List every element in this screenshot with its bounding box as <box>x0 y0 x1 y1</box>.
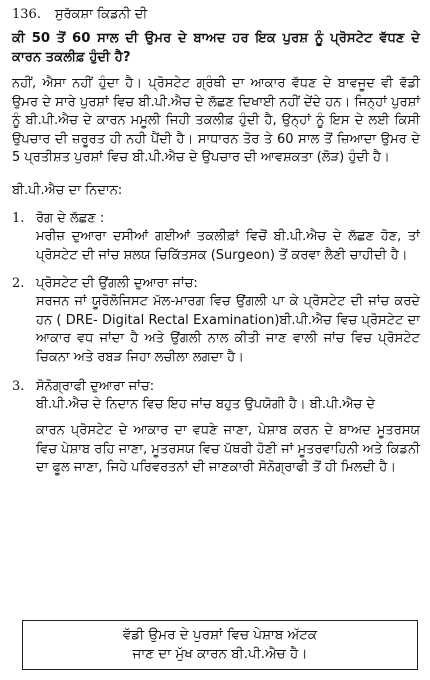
section-body: ਮਰੀਜ਼ ਦੁਆਰਾ ਦਸੀਆਂ ਗਈਆਂ ਤਕਲੀਫ਼ਾਂ ਵਿਚੋਂ ਬੀ.ਪੀ.ਐਚ ਦੇ ਲੱਛਣ ਹੋਣ, ਤਾਂ ਪ੍ਰੋਸਟੇਟ ਦੀ ਜਾਂਚ ਸ਼ਲਯ ਚਿਕਿੱਤਸਕ (Surgeon) ਤੋਂ ਕਰਵਾ ਲੈਣੀ ਚਾਹੀਦੀ ਹੈ। <box>36 228 420 263</box>
section-body-continued: ਕਾਰਨ ਪ੍ਰੋਸਟੇਟ ਦੇ ਆਕਾਰ ਦਾ ਵਧਣੇ ਜਾਣਾ, ਪੇਸ਼ਾਬ ਕਰਨ ਦੇ ਬਾਅਦ ਮੂਤਰਸਯ ਵਿਚ ਪੇਸ਼ਾਬ ਰਹਿ ਜਾਣਾ, ਮੂਤਰਸਯ ਵਿਚ ਪੱਥਰੀ ਹੋਣੀ ਜਾਂ ਮੂਤਰਵਾਹਿਨੀ ਅਤੇ ਕਿਡਨੀ ਦਾ ਫੂਲ ਜਾਣਾ, ਜਿਹੇ ਪਰਿਵਰਤਨਾਂ ਦੀ ਜਾਣਕਾਰੀ ਸੋਨੋਗ੍ਰਾਫੀ ਤੋਂ ਹੀ ਮਿਲਦੀ ਹੈ। <box>36 423 420 476</box>
section-title: ਪ੍ਰੋਸਟੇਟ ਦੀ ਉਂਗਲੀ ਦੁਆਰਾ ਜਾਂਚ: <box>36 276 198 292</box>
diagnosis-heading: ਬੀ.ਪੀ.ਐਚ ਦਾ ਨਿਦਾਨ: <box>12 182 123 198</box>
question-heading: ਕੀ 50 ਤੋਂ 60 ਸਾਲ ਦੀ ਉਮਰ ਦੇ ਬਾਅਦ ਹਰ ਇਕ ਪੁਰਸ਼ ਨੂੰ ਪ੍ਰੋਸਟੇਟ ਵੱਧਣ ਦੇ ਕਾਰਨ ਤਕਲੀਫ਼ ਹੁੰਦੀ ਹੈ? <box>12 31 420 65</box>
section-title: ਰੋਗ ਦੇ ਲੱਛਣ : <box>36 210 105 226</box>
section-body: ਬੀ.ਪੀ.ਐਚ ਦੇ ਨਿਦਾਨ ਵਿਚ ਇਹ ਜਾਂਚ ਬਹੁਤ ਉਪਯੋਗੀ ਹੈ। ਬੀ.ਪੀ.ਐਚ ਦੇ <box>36 396 376 412</box>
section-heading <box>12 210 420 228</box>
highlight-line-2: ਜਾਣ ਦਾ ਮੁੱਖ ਕਾਰਨ ਬੀ.ਪੀ.ਐਚ ਹੈ। <box>132 646 308 662</box>
running-title: ਸੁਰੱਕਸ਼ਾ ਕਿਡਨੀ ਦੀ <box>54 7 148 22</box>
section-dre <box>12 275 420 367</box>
section-number: 2. <box>12 276 25 292</box>
highlight-box <box>22 620 418 670</box>
section-number: 1. <box>12 210 25 226</box>
section-heading <box>12 378 420 396</box>
page-header <box>12 6 420 30</box>
section-body: ਸਰਜਨ ਜਾਂ ਯੂਰੋਲੋਜਿਸਟ ਮੱਲ-ਮਾਰਗ ਵਿਚ ਉਂਗਲੀ ਪਾ ਕੇ ਪ੍ਰੋਸਟੇਟ ਦੀ ਜਾਂਚ ਕਰਦੇ ਹਨ ( DRE- Digital Rectal Examination)ਬੀ.ਪੀ.ਐਚ ਵਿਚ ਪ੍ਰੋਸਟੇਟ ਦਾ ਆਕਾਰ ਵਧ ਜਾਂਦਾ ਹੈ ਅਤੇ ਉਂਗਲੀ ਨਾਲ ਕੀਤੀ ਜਾਣ ਵਾਲੀ ਜਾਂਚ ਵਿਚ ਪ੍ਰੋਸਟੇਟ ਚਿਕਨਾ ਅਤੇ ਰਬੜ ਜਿਹਾ ਲਚੀਲਾ ਲਗਦਾ ਹੈ। <box>36 294 420 365</box>
section-symptoms <box>12 210 420 265</box>
highlight-line-1: ਵੱਡੀ ਉਮਰ ਦੇ ਪੁਰਸ਼ਾਂ ਵਿਚ ਪੇਸ਼ਾਬ ਅੱਟਕ <box>122 627 318 643</box>
section-heading <box>12 275 420 293</box>
section-number: 3. <box>12 378 25 394</box>
section-sonography <box>12 378 420 478</box>
answer-paragraph: ਨਹੀਂ, ਐਸਾ ਨਹੀਂ ਹੁੰਦਾ ਹੈ। ਪ੍ਰੋਸਟੇਟ ਗ੍ਰੰਥੀ ਦਾ ਆਕਾਰ ਵੱਧਣ ਦੇ ਬਾਵਜੂਦ ਵੀ ਵੱਡੀ ਉਮਰ ਦੇ ਸਾਰੇ ਪੁਰਸ਼ਾਂ ਵਿਚ ਬੀ.ਪੀ.ਐਚ ਦੇ ਲੱਛਣ ਦਿਖਾਈ ਨਹੀਂ ਦੇਂਦੇ ਹਨ। ਜਿਨ੍ਹਾਂ ਪੁਰਸ਼ਾਂ ਨੂੰ ਬੀ.ਪੀ.ਐਚ ਦੇ ਕਾਰਨ ਮਮੂਲੀ ਜਿਹੀ ਤਕਲੀਫ਼ ਹੁੰਦੀ ਹੈ, ਉਨ੍ਹਾਂ ਨੂੰ ਇਸ ਦੇ ਲਈ ਕਿਸੀ ਉਪਚਾਰ ਦੀ ਜ਼ਰੂਰਤ ਹੀ ਨਹੀ ਪੈਂਦੀ ਹੈ। ਸਾਧਾਰਨ ਤੋਰ ਤੇ 60 ਸਾਲ ਤੋਂ ਜ਼ਿਆਦਾ ਉਮਰ ਦੇ 5 ਪ੍ਰਤੀਸ਼ਤ ਪੁਰਸ਼ਾਂ ਵਿਚ ਬੀ.ਪੀ.ਐਚ ਦੇ ਉਪਚਾਰ ਦੀ ਆਵਸ਼ਕਤਾ (ਲੋੜ) ਹੁੰਦੀ ਹੈ। <box>12 76 420 166</box>
page-number: 136. <box>12 7 41 22</box>
section-title: ਸੋਨੋਗ੍ਰਾਫੀ ਦੁਆਰਾ ਜਾਂਚ: <box>36 378 155 394</box>
